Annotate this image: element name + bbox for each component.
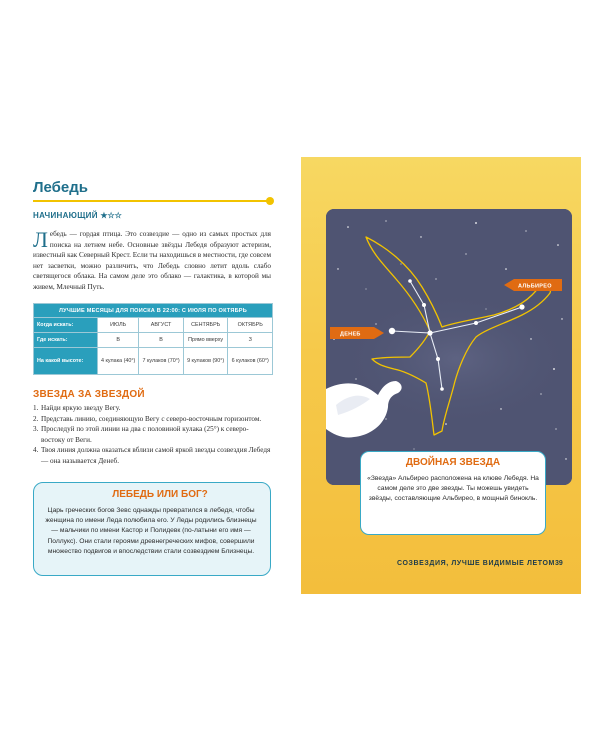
table-cell: 4 кулака (40°) bbox=[98, 348, 139, 375]
swan-or-god-heading: ЛЕБЕДЬ ИЛИ БОГ? bbox=[112, 489, 208, 500]
table-cell: ИЮЛЬ bbox=[98, 318, 139, 333]
table-cell: 9 кулаков (90°) bbox=[183, 348, 228, 375]
running-footer: СОЗВЕЗДИЯ, ЛУЧШЕ ВИДИМЫЕ ЛЕТОМ bbox=[397, 560, 555, 567]
intro-paragraph bbox=[33, 229, 271, 293]
table-row bbox=[34, 333, 273, 348]
table-cell: 7 кулаков (70°) bbox=[139, 348, 184, 375]
table-heading-row bbox=[34, 304, 273, 318]
svg-text:АЛЬБИРЕО: АЛЬБИРЕО bbox=[518, 283, 552, 290]
table-cell: 6 кулаков (60°) bbox=[228, 348, 273, 375]
table-cell: В bbox=[98, 333, 139, 348]
table-cell: В bbox=[139, 333, 184, 348]
night-sky-svg bbox=[326, 209, 572, 485]
albireo-label bbox=[504, 279, 562, 291]
left-page bbox=[19, 157, 301, 594]
right-page bbox=[301, 157, 581, 594]
row-label: Когда искать: bbox=[34, 318, 98, 333]
page-title: Лебедь bbox=[33, 179, 89, 196]
list-item: 3. Проследуй по этой линии на два с половиной кулака (25°) к северо-востоку от Веги. bbox=[33, 425, 249, 444]
list-item: 4. Твоя линия должна оказаться вблизи самой яркой звезды созвездия Лебедя — она называется Денеб. bbox=[33, 446, 271, 465]
page-number: 39 bbox=[555, 560, 563, 567]
section-heading-star-by-star: ЗВЕЗДА ЗА ЗВЕЗДОЙ bbox=[33, 389, 145, 400]
intro-text: ебедь — гордая птица. Это созвездие — одно из самых простых для поиска на летнем небе. Основные звёзды Лебедя образуют астеризм, известный как Северный Крест. Если ты находишься в местности, где совсем нет засветки, можно различить, что Лебедь словно летит вдоль слабо светящегося облака. На самом деле это облако — галактика, в которой мы живем, Млечный Путь. bbox=[33, 230, 271, 291]
table-cell: З bbox=[228, 333, 273, 348]
swan-or-god-text: Царь греческих богов Зевс однажды превратился в лебедя, чтобы женщина по имени Леда полюбила его. У Леды родились близнецы — мальчики по имени Кастор и Полидевк (по-латыни его имя — Поллукс). Они стали героями древнегреческих мифов, совершили множество подвигов и впоследствии стали созвездием Близнецы. bbox=[45, 507, 257, 555]
drop-cap: Л bbox=[33, 227, 48, 252]
deneb-label bbox=[330, 327, 384, 339]
double-star-text: «Звезда» Альбирео расположена на клюве Лебедя. На самом деле это две звезды. Ты можешь увидеть звёзды, составляющие Альбирео, в мощный бинокль. bbox=[367, 475, 539, 503]
book-spread bbox=[19, 157, 581, 594]
table-cell: СЕНТЯБРЬ bbox=[183, 318, 228, 333]
row-label: Где искать: bbox=[34, 333, 98, 348]
table-cell: АВГУСТ bbox=[139, 318, 184, 333]
double-star-heading: ДВОЙНАЯ ЗВЕЗДА bbox=[405, 457, 501, 468]
row-label: На какой высоте: bbox=[34, 348, 98, 375]
title-underline-dot bbox=[266, 197, 274, 205]
svg-text:ДЕНЕБ: ДЕНЕБ bbox=[340, 331, 361, 338]
table-cell: ОКТЯБРЬ bbox=[228, 318, 273, 333]
constellation-illustration bbox=[326, 209, 572, 485]
table-row bbox=[34, 348, 273, 375]
difficulty-stars: ★☆☆ bbox=[100, 211, 122, 220]
table-row bbox=[34, 318, 273, 333]
observation-table bbox=[33, 303, 273, 375]
title-underline bbox=[33, 200, 268, 202]
table-cell: Прямо вверху bbox=[183, 333, 228, 348]
table-heading: ЛУЧШИЕ МЕСЯЦЫ ДЛЯ ПОИСКА В 22:00: С ИЮЛЯ ПО ОКТЯБРЬ bbox=[34, 304, 273, 318]
difficulty-level bbox=[33, 211, 122, 220]
list-item: 2. Представь линию, соединяющую Вегу с северо-восточным горизонтом. bbox=[33, 414, 262, 423]
steps-list bbox=[33, 403, 271, 467]
difficulty-label: НАЧИНАЮЩИЙ bbox=[33, 211, 98, 220]
list-item: 1. Найди яркую звезду Вегу. bbox=[33, 404, 121, 412]
